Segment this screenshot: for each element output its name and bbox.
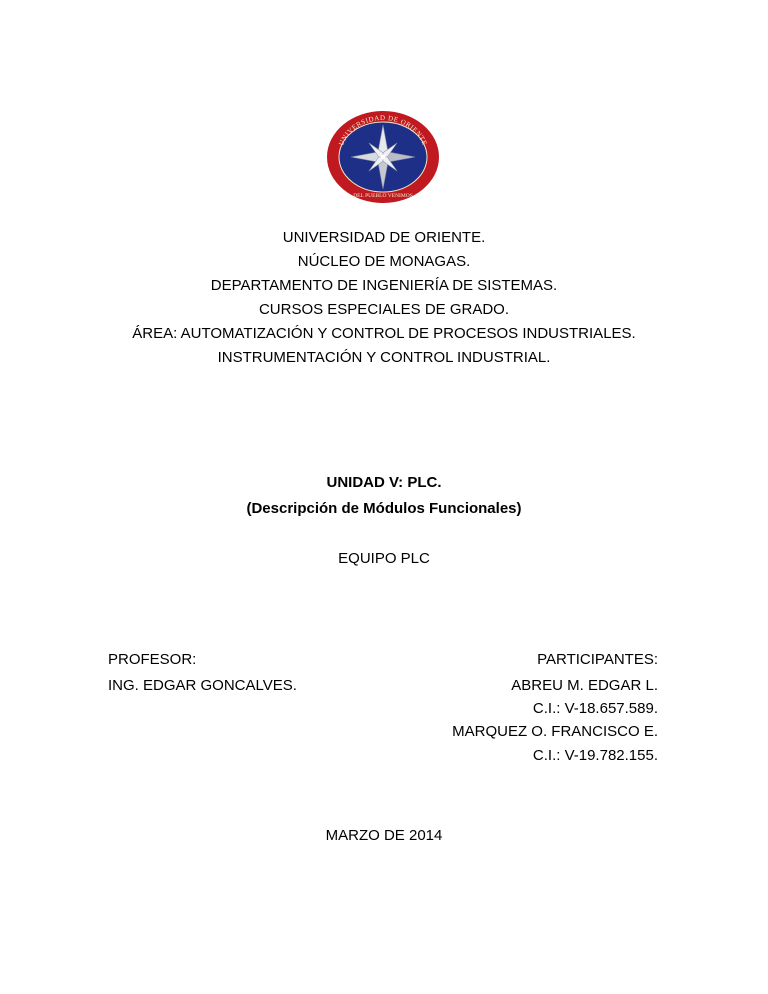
participant-name: ABREU M. EDGAR L. [511,677,658,694]
header-line-area: ÁREA: AUTOMATIZACIÓN Y CONTROL DE PROCESOS INDUSTRIALES. [132,325,636,342]
team-name: EQUIPO PLC [338,550,430,567]
svg-text:DEL PUEBLO VENIMOS: DEL PUEBLO VENIMOS [353,193,413,199]
header-line-university: UNIVERSIDAD DE ORIENTE. [282,229,486,246]
participant-name: MARQUEZ O. FRANCISCO E. [452,723,658,740]
institution-header [0,226,768,370]
participant-id: C.I.: V-18.657.589. [532,700,658,717]
svg-text:UNIVERSIDAD DE ORIENTE: UNIVERSIDAD DE ORIENTE [337,113,429,147]
header-line-department: DEPARTAMENTO DE INGENIERÍA DE SISTEMAS. [210,277,558,294]
professor-label: PROFESOR: [108,651,197,668]
document-date: MARZO DE 2014 [325,827,443,844]
participant-id: C.I.: V-19.782.155. [532,747,658,764]
header-line-subject: INSTRUMENTACIÓN Y CONTROL INDUSTRIAL. [217,349,551,366]
professor-name: ING. EDGAR GONCALVES. [108,677,297,694]
header-line-courses: CURSOS ESPECIALES DE GRADO. [258,301,510,318]
header-line-campus: NÚCLEO DE MONAGAS. [297,253,471,270]
unit-subtitle: (Descripción de Módulos Funcionales) [246,500,522,517]
participants-label: PARTICIPANTES: [537,651,658,668]
unit-title: UNIDAD V: PLC. [326,474,442,491]
university-seal-icon [326,110,440,204]
